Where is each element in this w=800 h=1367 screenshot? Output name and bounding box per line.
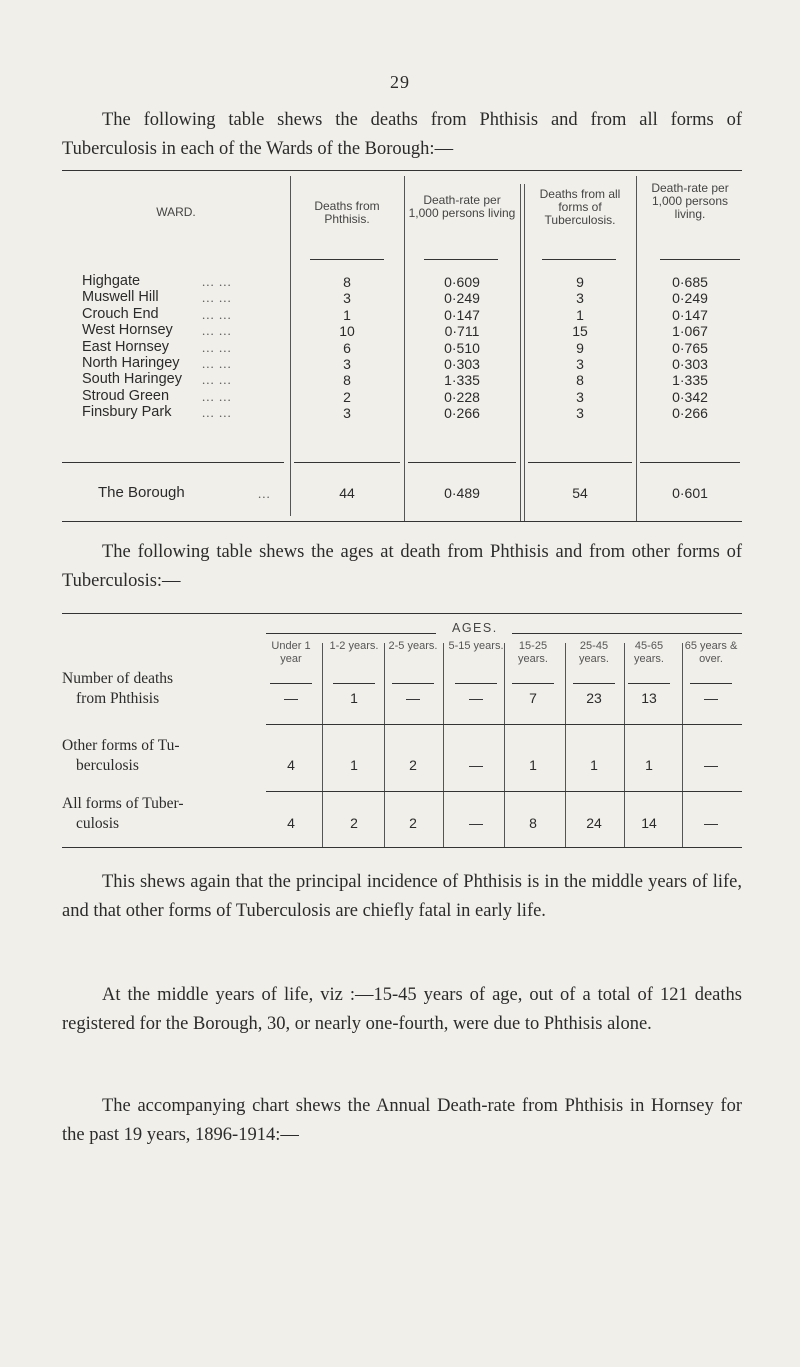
ward-name: Crouch End [82, 305, 159, 322]
cell-deaths-tb: 9 [576, 274, 584, 290]
paragraph-incidence: This shews again that the principal incidence of Phthisis is in the middle years of life, and that other forms of Tuberculosis are chiefly fatal in early life. [62, 872, 742, 921]
ward-deaths-table [62, 170, 742, 522]
cell-deaths-tb: 8 [576, 372, 584, 389]
total-rule [528, 462, 632, 463]
cell-rate-tb: 0·249 [672, 290, 708, 307]
total-deaths-tb: 54 [572, 485, 588, 501]
leader-dots: ... ... [202, 274, 232, 289]
cell-deaths-phthisis: 2 [343, 388, 351, 405]
row-label: from Phthisis [76, 690, 160, 707]
total-rate-tb: 0·601 [672, 485, 708, 501]
age-group-header: 1-2 years. [329, 640, 379, 652]
age-count-cell: 24 [586, 815, 602, 831]
cell-deaths-phthisis: 6 [343, 339, 351, 356]
age-count-cell: — [704, 757, 718, 773]
cell-rate-phthisis: 1·335 [444, 372, 480, 389]
header-underline [512, 683, 554, 684]
age-group-header: 65 years & over. [684, 640, 738, 665]
cell-rate-tb: 1·067 [672, 323, 708, 340]
cell-rate-tb: 0·303 [672, 356, 708, 372]
ward-name: Finsbury Park [82, 404, 172, 421]
cell-deaths-tb: 9 [576, 339, 584, 356]
paragraph-chart-note: The accompanying chart shews the Annual Death-rate from Phthisis in Hornsey for the past 19 years, 1896-1914:— [62, 1096, 742, 1145]
cell-rate-phthisis: 0·711 [444, 323, 480, 340]
paragraph-middle-years: At the middle years of life, viz :—15-45 years of age, out of a total of 121 deaths registered for the Borough, 30, or nearly one-fourth, were due to Phthisis alone. [62, 985, 742, 1034]
ages-rule [266, 633, 436, 634]
cell-rate-phthisis: 0·510 [444, 339, 480, 356]
header-deaths-phthisis: Deaths from Phthisis. [314, 199, 380, 226]
row-label: berculosis [76, 757, 139, 774]
age-count-cell: 13 [641, 690, 657, 706]
table-rule [62, 170, 742, 171]
ward-name: West Hornsey [82, 322, 173, 339]
age-count-cell: — [704, 690, 718, 706]
cell-rate-phthisis: 0·228 [444, 388, 480, 405]
age-count-cell: 1 [529, 757, 537, 773]
header-underline [542, 259, 616, 260]
row-rule [266, 791, 742, 792]
cell-deaths-tb: 3 [576, 290, 584, 307]
age-count-cell: 1 [350, 690, 358, 706]
column-rule [443, 643, 444, 847]
cell-deaths-tb: 3 [576, 356, 584, 372]
leader-dots: ... ... [202, 388, 232, 404]
ward-name: North Haringey [82, 355, 180, 371]
cell-rate-tb: 0·266 [672, 405, 708, 422]
age-group-header: 25-45 years. [579, 640, 609, 665]
cell-deaths-tb: 3 [576, 388, 584, 405]
header-rate-phthisis: Death-rate per 1,000 persons living [408, 193, 516, 220]
header-underline [424, 259, 498, 260]
cell-deaths-tb: 15 [572, 323, 588, 340]
header-underline [628, 683, 670, 684]
ward-name: Highgate [82, 273, 141, 289]
age-count-cell: 4 [287, 815, 295, 831]
leader-dots: ... ... [202, 356, 232, 371]
age-group-header: 15-25 years. [518, 640, 548, 665]
row-label: culosis [76, 815, 120, 832]
age-count-cell: — [469, 690, 483, 706]
age-count-cell: — [704, 815, 718, 831]
header-deaths-tb: Deaths from all forms of Tuberculosis. [539, 187, 621, 227]
cell-rate-tb: 0·342 [672, 388, 708, 405]
total-rule [640, 462, 740, 463]
age-count-cell: 2 [409, 757, 417, 773]
leader-dots: ... [258, 486, 271, 501]
header-underline [310, 259, 384, 260]
ward-name: Stroud Green [82, 387, 170, 404]
age-group-header: 2-5 years. [388, 640, 438, 652]
row-label: Other forms of Tu- [62, 737, 180, 754]
leader-dots: ... ... [202, 323, 232, 339]
leader-dots: ... ... [202, 290, 232, 306]
age-count-cell: 7 [529, 690, 537, 706]
age-count-cell: 23 [586, 690, 602, 706]
cell-rate-phthisis: 0·609 [444, 274, 480, 290]
header-underline [660, 259, 740, 260]
ages-rule [512, 633, 742, 634]
age-count-cell: 1 [350, 757, 358, 773]
cell-rate-tb: 1·335 [672, 372, 708, 389]
leader-dots: ... ... [202, 372, 232, 388]
cell-deaths-phthisis: 3 [343, 290, 351, 307]
cell-deaths-phthisis: 8 [343, 274, 351, 290]
age-count-cell: — [469, 815, 483, 831]
age-group-header: 45-65 years. [634, 640, 664, 665]
header-underline [270, 683, 312, 684]
cell-deaths-phthisis: 3 [343, 405, 351, 422]
column-rule [290, 176, 291, 516]
column-rule [524, 184, 525, 522]
cell-deaths-phthisis: 10 [339, 323, 355, 340]
ward-name: South Haringey [82, 371, 182, 388]
table-rule [62, 613, 742, 614]
age-count-cell: — [406, 690, 420, 706]
total-rule [408, 462, 516, 463]
table-rule [62, 521, 742, 522]
cell-deaths-tb: 1 [576, 306, 584, 323]
table-rule [62, 847, 742, 848]
age-count-cell: 2 [350, 815, 358, 831]
table1-intro: The following table shews the deaths from Phthisis and from all forms of Tuberculosis in each of the Wards of the Borough:— [62, 110, 742, 159]
age-group-header: Under 1 year [271, 640, 311, 665]
age-count-cell: 4 [287, 757, 295, 773]
cell-deaths-tb: 3 [576, 405, 584, 422]
age-count-cell: — [469, 757, 483, 773]
cell-rate-phthisis: 0·147 [444, 306, 480, 323]
total-rule [294, 462, 400, 463]
header-underline [455, 683, 497, 684]
age-count-cell: 1 [590, 757, 598, 773]
age-count-cell: — [284, 690, 298, 706]
header-underline [690, 683, 732, 684]
header-underline [392, 683, 434, 684]
column-rule [520, 184, 521, 522]
ages-title: AGES. [452, 621, 498, 635]
header-underline [573, 683, 615, 684]
page-number: 29 [390, 72, 410, 92]
cell-rate-tb: 0·685 [672, 274, 708, 290]
row-label: Number of deaths [62, 670, 174, 687]
cell-deaths-phthisis: 8 [343, 372, 351, 389]
total-rule [62, 462, 284, 463]
total-deaths-phthisis: 44 [339, 485, 355, 501]
column-rule [636, 176, 637, 522]
leader-dots: ... ... [202, 405, 232, 421]
row-label: All forms of Tuber- [62, 795, 184, 812]
cell-rate-tb: 0·765 [672, 339, 708, 356]
cell-rate-phthisis: 0·266 [444, 405, 480, 422]
header-ward: WARD. [156, 205, 196, 219]
leader-dots: ... ... [202, 306, 232, 322]
age-group-header: 5-15 years. [448, 640, 504, 652]
ward-name: Muswell Hill [82, 289, 159, 306]
age-count-cell: 1 [645, 757, 653, 773]
total-rate-phthisis: 0·489 [444, 485, 480, 501]
ages-table [62, 613, 742, 853]
row-rule [266, 724, 742, 725]
age-count-cell: 14 [641, 815, 657, 831]
column-rule [322, 643, 323, 847]
total-label: The Borough [98, 484, 185, 501]
cell-deaths-phthisis: 1 [343, 306, 351, 323]
table2-intro: The following table shews the ages at death from Phthisis and from other forms of Tuberculosis:— [62, 542, 742, 591]
column-rule [404, 176, 405, 522]
ward-name: East Hornsey [82, 338, 170, 355]
header-underline [333, 683, 375, 684]
cell-deaths-phthisis: 3 [343, 356, 351, 372]
age-count-cell: 2 [409, 815, 417, 831]
cell-rate-tb: 0·147 [672, 306, 708, 323]
leader-dots: ... ... [202, 339, 232, 355]
age-count-cell: 8 [529, 815, 537, 831]
cell-rate-phthisis: 0·249 [444, 290, 480, 307]
header-rate-tb: Death-rate per 1,000 persons living. [651, 181, 729, 221]
cell-rate-phthisis: 0·303 [444, 356, 480, 372]
